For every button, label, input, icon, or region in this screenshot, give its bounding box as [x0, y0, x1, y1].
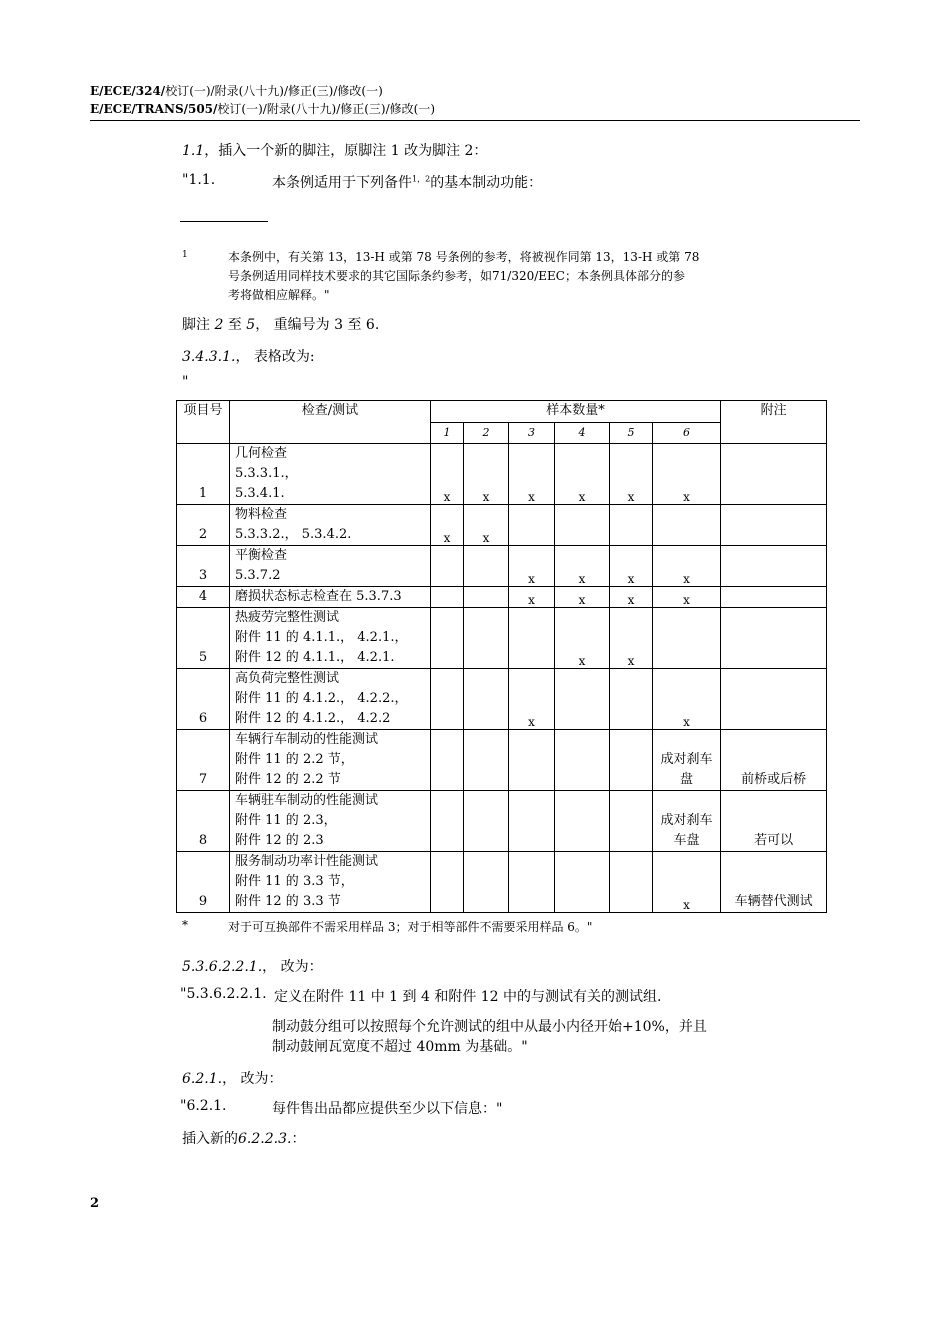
footnote-line-1: 本条例中，有关第 13，13-H 或第 78 号条例的参考，将被视作同第 13，13-H 或第 78: [228, 250, 700, 264]
sample-mark: [431, 730, 464, 791]
sample-mark: [464, 587, 509, 608]
sample-mark: [555, 852, 610, 913]
sample-mark: [509, 730, 555, 791]
sample-mark: [610, 669, 653, 730]
sample-col-header: 6: [653, 423, 721, 444]
sample-col-header: 3: [509, 423, 555, 444]
doc-code: E/ECE/TRANS/505/: [90, 102, 218, 116]
sample-mark: [509, 852, 555, 913]
item-number: 4: [177, 587, 230, 608]
amendment-1-1: [182, 140, 487, 160]
item-number: 2: [177, 505, 230, 546]
check-description: 磨损状态标志检查在 5.3.7.3: [230, 587, 431, 608]
check-description: 平衡检查 5.3.7.2: [230, 546, 431, 587]
check-description: 车辆行车制动的性能测试 附件 11 的 2.2 节， 附件 12 的 2.2 节: [230, 730, 431, 791]
sample-mark: x: [509, 587, 555, 608]
quote-text: 本条例适用于下列备件: [272, 175, 412, 191]
document-symbol-line-2: [90, 100, 435, 117]
sample-mark: [464, 852, 509, 913]
table-row: [177, 505, 827, 546]
document-symbol-line-1: [90, 82, 383, 99]
item-number: 7: [177, 730, 230, 791]
sample-mark: [610, 505, 653, 546]
renumber-a: 2: [214, 317, 224, 333]
amendment-3-4-3-1: [182, 346, 315, 366]
table-row: [177, 608, 827, 669]
sample-mark: x: [653, 669, 721, 730]
quote-text-after: 的基本制动功能：: [430, 175, 543, 191]
doc-code-rest: 校订(一)/附录(八十九)/修正(三)/修改(一): [217, 102, 436, 116]
row-note: [721, 587, 827, 608]
quote-1-1-number: "1.1.: [182, 172, 216, 188]
sample-mark: [509, 608, 555, 669]
row-note: 若可以: [721, 791, 827, 852]
sample-note-pair-discs: 成对刹车车盘: [653, 791, 721, 852]
sample-mark: [431, 546, 464, 587]
row-note: 车辆替代测试: [721, 852, 827, 913]
table-footnote-marker: *: [182, 918, 188, 932]
renumber-suffix: ， 重编号为 3 至 6.: [255, 317, 380, 333]
sample-mark: x: [555, 444, 610, 505]
header-sample-count: 样本数量*: [431, 401, 721, 423]
table-footnote-text: 对于可互换部件不需采用样品 3；对于相等部件不需要采用样品 6。": [228, 920, 593, 934]
check-description: 车辆驻车制动的性能测试 附件 11 的 2.3， 附件 12 的 2.3: [230, 791, 431, 852]
table-row: [177, 669, 827, 730]
footnote-ref: 1，2: [412, 174, 431, 184]
quote-5-3-6-2-2-1-text: 定义在附件 11 中 1 到 4 和附件 12 中的与测试有关的测试组.: [274, 989, 662, 1005]
quote-paragraph-line-2: 制动鼓闸瓦宽度不超过 40mm 为基础。": [272, 1039, 528, 1055]
footnote-separator: [180, 221, 268, 222]
header-rule: [90, 120, 860, 121]
table-row: [177, 587, 827, 608]
sample-mark: [464, 791, 509, 852]
sample-mark: [653, 608, 721, 669]
sample-mark: x: [610, 546, 653, 587]
sample-col-header: 4: [555, 423, 610, 444]
section-ref: 6.2.2.3.: [238, 1131, 292, 1147]
doc-code-rest: 校订(一)/附录(八十九)/修正(三)/修改(一): [165, 84, 383, 98]
renumber-b: 5: [246, 317, 256, 333]
sample-mark: [464, 730, 509, 791]
quote-5-3-6-2-2-1-number: "5.3.6.2.2.1.: [180, 986, 267, 1002]
quote-paragraph-line-1: 制动鼓分组可以按照每个允许测试的组中从最小内径开始+10%，并且: [272, 1019, 707, 1035]
sample-mark: [431, 791, 464, 852]
sample-note-pair-discs: 成对刹车盘: [653, 730, 721, 791]
table-row: [177, 730, 827, 791]
item-number: 9: [177, 852, 230, 913]
row-note: 前桥或后桥: [721, 730, 827, 791]
sample-mark: x: [555, 587, 610, 608]
row-note: [721, 669, 827, 730]
header-notes: 附注: [721, 401, 827, 444]
amendment-text: ， 改为：: [262, 959, 323, 975]
sample-mark: x: [509, 444, 555, 505]
sample-mark: [555, 730, 610, 791]
sample-mark: x: [653, 852, 721, 913]
sample-mark: [555, 669, 610, 730]
sample-mark: [431, 669, 464, 730]
item-number: 3: [177, 546, 230, 587]
sample-mark: x: [464, 505, 509, 546]
insert-prefix: 插入新的: [182, 1131, 238, 1147]
sample-mark: [509, 791, 555, 852]
sample-col-header: 5: [610, 423, 653, 444]
item-number: 8: [177, 791, 230, 852]
row-note: [721, 444, 827, 505]
sample-mark: x: [431, 505, 464, 546]
sample-mark: x: [431, 444, 464, 505]
sample-mark: [431, 587, 464, 608]
quote-1-1-text: [272, 172, 542, 192]
page-number: 2: [90, 1196, 100, 1211]
sample-mark: [464, 546, 509, 587]
sample-mark: x: [653, 546, 721, 587]
sample-mark: [431, 852, 464, 913]
insert-suffix: ：: [291, 1131, 306, 1147]
check-description: 服务制动功率计性能测试 附件 11 的 3.3 节， 附件 12 的 3.3 节: [230, 852, 431, 913]
sample-mark: [610, 852, 653, 913]
header-item-number: 项目号: [177, 401, 230, 444]
table-row: [177, 546, 827, 587]
sample-col-header: 1: [431, 423, 464, 444]
row-note: [721, 608, 827, 669]
sample-col-header: 2: [464, 423, 509, 444]
table-row: [177, 852, 827, 913]
check-description: 高负荷完整性测试 附件 11 的 4.1.2.， 4.2.2.， 附件 12 的 4.1.2.， 4.2.2: [230, 669, 431, 730]
section-ref: 3.4.3.1.: [182, 349, 236, 365]
amendment-text: ， 表格改为:: [235, 349, 315, 365]
doc-code: E/ECE/324/: [90, 84, 166, 98]
amendment-text: ， 改为：: [222, 1071, 283, 1087]
item-number: 6: [177, 669, 230, 730]
insert-6-2-2-3: [182, 1128, 305, 1148]
amendment-5-3-6-2-2-1: [182, 956, 323, 976]
quote-6-2-1-number: "6.2.1.: [180, 1098, 227, 1114]
quote-6-2-1-text: 每件售出品都应提供至少以下信息：": [272, 1101, 503, 1117]
sample-mark: [610, 791, 653, 852]
sample-mark: [653, 505, 721, 546]
renumber-prefix: 脚注: [182, 317, 210, 333]
footnote-line-3: 考将做相应解释。": [228, 288, 330, 302]
renumber-instruction: [182, 314, 379, 334]
sample-mark: [464, 608, 509, 669]
sample-mark: x: [653, 444, 721, 505]
renumber-mid: 至: [227, 317, 242, 333]
sample-mark: x: [509, 546, 555, 587]
sample-mark: [610, 730, 653, 791]
sample-mark: x: [509, 669, 555, 730]
sample-table: [176, 400, 827, 913]
table-row: [177, 791, 827, 852]
sample-mark: x: [610, 444, 653, 505]
sample-mark: x: [464, 444, 509, 505]
item-number: 1: [177, 444, 230, 505]
sample-mark: x: [555, 546, 610, 587]
sample-mark: [464, 669, 509, 730]
sample-mark: x: [555, 608, 610, 669]
section-ref: 1.1: [182, 143, 205, 159]
amendment-text: ，插入一个新的脚注，原脚注 1 改为脚注 2：: [204, 143, 488, 159]
sample-mark: x: [610, 587, 653, 608]
sample-mark: x: [610, 608, 653, 669]
row-note: [721, 505, 827, 546]
amendment-6-2-1: [182, 1068, 283, 1088]
check-description: 物料检查 5.3.3.2.， 5.3.4.2.: [230, 505, 431, 546]
sample-mark: [509, 505, 555, 546]
check-description: 热疲劳完整性测试 附件 11 的 4.1.1.， 4.2.1.， 附件 12 的 4.1.1.， 4.2.1.: [230, 608, 431, 669]
table-row: [177, 444, 827, 505]
footnote-marker: 1: [182, 250, 188, 260]
row-note: [721, 546, 827, 587]
quote-open: ": [182, 374, 189, 390]
sample-mark: [431, 608, 464, 669]
section-ref: 5.3.6.2.2.1.: [182, 959, 263, 975]
header-check-test: 检查/测试: [230, 401, 431, 444]
sample-mark: [555, 505, 610, 546]
check-description: 几何检查 5.3.3.1.， 5.3.4.1.: [230, 444, 431, 505]
sample-mark: [555, 791, 610, 852]
footnote-line-2: 号条例适用同样技术要求的其它国际条约参考，如71/320/EEC；本条例具体部分的参: [228, 269, 685, 283]
item-number: 5: [177, 608, 230, 669]
section-ref: 6.2.1.: [182, 1071, 223, 1087]
sample-mark: x: [653, 587, 721, 608]
